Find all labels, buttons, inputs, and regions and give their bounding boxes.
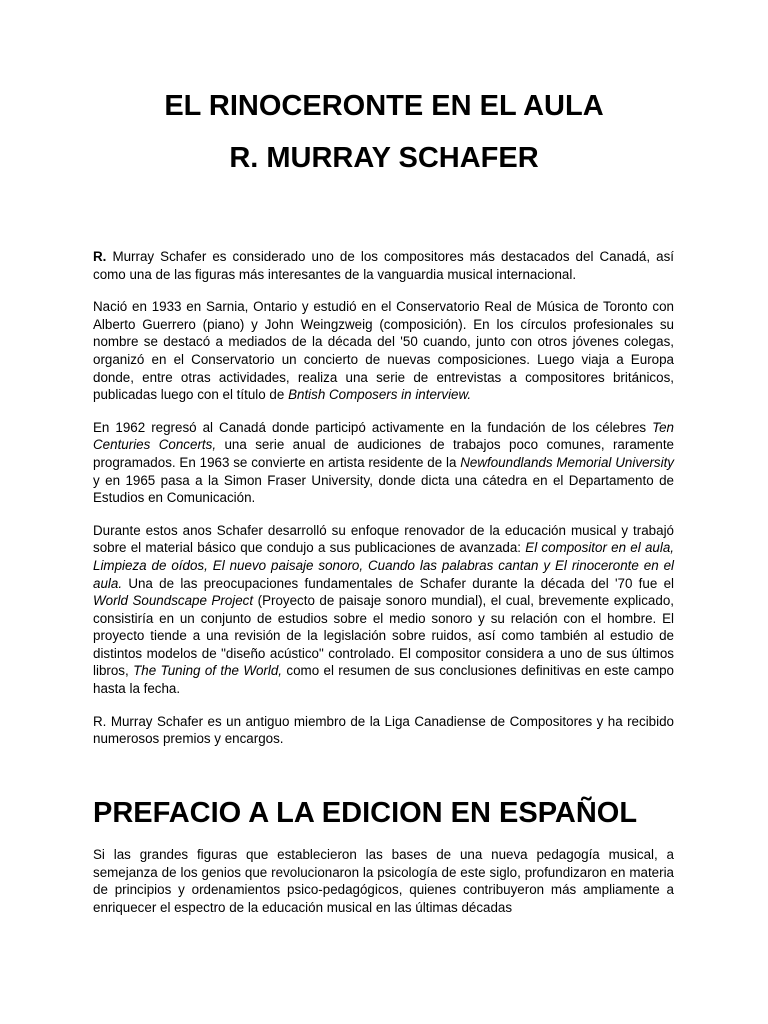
document-title: EL RINOCERONTE EN EL AULA: [164, 90, 604, 122]
book-title-british-composers: Bntish Composers in interview.: [288, 387, 472, 403]
bio-paragraph-4-text-c: (Proyecto de paisaje sonoro mundial), el cual, brevemente explicado, consistiría en un conjunto de estudios sobre el medio sonoro y su relación con el hombre. El proyecto tiende a una revisión de la legislación sobre ruidos, así como también al estudio de distintos modelos de "diseño acústico" controlado. El compositor considera a uno de sus últimos libros,: [93, 593, 674, 679]
bio-paragraph-1-text: Murray Schafer es considerado uno de los compositores más destacados del Canadá, así como una de las figuras más interesantes de la vanguardia musical internacional.: [93, 249, 674, 282]
preface-body: [93, 846, 674, 916]
bio-paragraph-3-text-a: En 1962 regresó al Canadá donde participó activamente en la fundación de los célebres: [93, 419, 653, 435]
bio-paragraph-5: R. Murray Schafer es un antiguo miembro de la Liga Canadiense de Compositores y ha recibido numerosos premios y encargos.: [93, 713, 674, 747]
preface-paragraph-1: Si las grandes figuras que establecieron las bases de una nueva pedagogía musical, a semejanza de los genios que revolucionaron la psicología de este siglo, profundizaron en materia de principios y ordenamientos psico-pedagógicos, quienes contribuyeron más ampliamente a enriquecer el espectro de la educación musical en las últimas décadas: [93, 847, 674, 915]
concert-series-name: Ten Centuries Concerts,: [93, 419, 674, 453]
bio-paragraph-3-text-c: y en 1965 pasa a la Simon Fraser University, donde dicta una cátedra en el Departamento de Estudios en Comunicación.: [93, 472, 674, 506]
document-author: R. MURRAY SCHAFER: [229, 142, 539, 174]
university-name: Newfoundlands Memorial University: [460, 454, 675, 470]
author-bio: [93, 248, 674, 763]
bio-paragraph-4-text-b: Una de las preocupaciones fundamentales de Schafer durante la década del '70 fue el: [122, 575, 674, 591]
bio-paragraph-3-text-b: una serie anual de audiciones de trabajos poco comunes, raramente programados. En 1963 se convierte en artista residente de la: [93, 437, 674, 470]
bio-paragraph-4-text-d: como el resumen de sus conclusiones definitivas en este campo hasta la fecha.: [93, 663, 674, 697]
bio-paragraph-4: [93, 522, 674, 698]
preface-heading: PREFACIO A LA EDICION EN ESPAÑOL: [93, 797, 638, 829]
bio-paragraph-3: [93, 419, 674, 507]
publication-titles: El compositor en el aula, Limpieza de oídos, El nuevo paisaje sonoro, Cuando las palabras cantan y El rinoceronte en el aula.: [93, 540, 674, 591]
bio-paragraph-4-text-a: Durante estos anos Schafer desarrolló su enfoque renovador de la educación musical y trabajó sobre el material básico que condujo a sus publicaciones de avanzada:: [93, 522, 674, 556]
bio-paragraph-2-text: Nació en 1933 en Sarnia, Ontario y estudió en el Conservatorio Real de Música de Toronto con Alberto Guerrero (piano) y John Weingzweig (composición). En los círculos profesionales su nombre se destacó a mediados de la década del '50 cuando, junto con otros jóvenes colegas, organizó en el Conservatorio un concierto de nuevas composiciones. Luego viaja a Europa donde, entre otras actividades, realiza una serie de entrevistas a compositores británicos, publicadas luego con el título de: [93, 299, 674, 403]
book-title-tuning-of-the-world: The Tuning of the World,: [133, 663, 283, 679]
bio-initial: R.: [93, 249, 107, 264]
bio-paragraph-1: [93, 248, 674, 283]
bio-paragraph-2: [93, 298, 674, 404]
project-name: World Soundscape Project: [93, 593, 254, 609]
